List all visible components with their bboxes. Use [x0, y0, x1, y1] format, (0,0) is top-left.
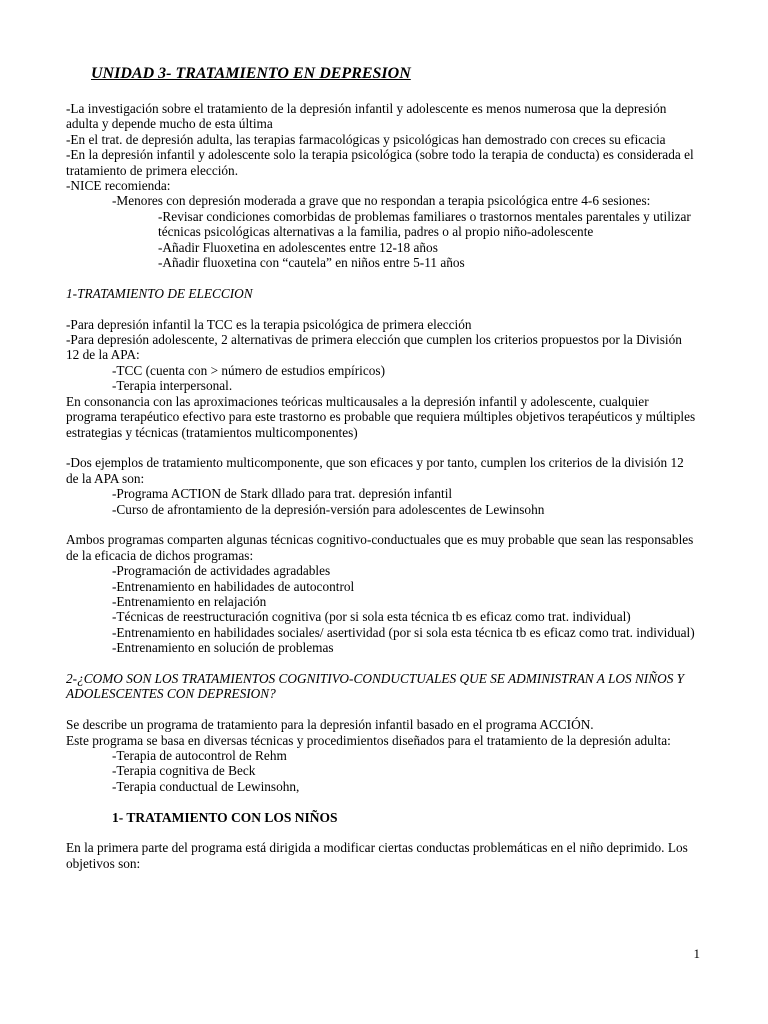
list-item: -Programa ACTION de Stark dllado para trat. depresión infantil: [112, 486, 453, 502]
paragraph: Se describe un programa de tratamiento para la depresión infantil basado en el programa ACCIÓN.: [66, 717, 594, 733]
nice-subitem: -Revisar condiciones comorbidas de problemas familiares o trastornos mentales parentales y utilizar técnicas psicológicas alternativas a la familia, padres o al propio niño-adolescente: [158, 208, 691, 240]
paragraph: Ambos programas comparten algunas técnicas cognitivo-conductuales que es muy probable que sean las responsables de la eficacia de dichos programas:: [66, 532, 694, 563]
subsection-heading: 1- TRATAMIENTO CON LOS NIÑOS: [112, 809, 338, 825]
paragraph: -Dos ejemplos de tratamiento multicomponente, que son eficaces y por tanto, cumplen los criterios de la división 12 de la APA son:: [66, 455, 684, 486]
paragraph: Este programa se basa en diversas técnicas y procedimientos diseñados para el tratamiento de la depresión adulta:: [66, 732, 671, 748]
list-item: -Programación de actividades agradables: [112, 563, 331, 579]
document-page: [66, 64, 696, 871]
list-item: -Terapia cognitiva de Beck: [112, 763, 256, 779]
paragraph: En la primera parte del programa está dirigida a modificar ciertas conductas problemáticas en el niño deprimido. Los objetivos son:: [66, 840, 688, 871]
list-item: -Terapia conductual de Lewinsohn,: [112, 778, 300, 794]
list-item: -Entrenamiento en habilidades sociales/ asertividad (por si sola esta técnica tb es eficaz como trat. individual): [112, 624, 695, 640]
nice-subitem: -Añadir fluoxetina con “cautela” en niños entre 5-11 años: [158, 255, 465, 271]
list-item: -Terapia de autocontrol de Rehm: [112, 747, 287, 763]
intro-paragraph: -En el trat. de depresión adulta, las terapias farmacológicas y psicológicas han demostrado con creces su eficacia: [66, 131, 666, 147]
paragraph: -Para depresión infantil la TCC es la terapia psicológica de primera elección: [66, 316, 472, 332]
intro-paragraph: -NICE recomienda:: [66, 178, 171, 194]
list-item: -Entrenamiento en relajación: [112, 593, 267, 609]
list-item: -Entrenamiento en solución de problemas: [112, 640, 334, 656]
paragraph: En consonancia con las aproximaciones teóricas multicausales a la depresión infantil y adolescente, cualquier programa terapéutico efectivo para este trastorno es probable que requiera múltiples objetivos terapéuticos y múltiples estrategias y técnicas (tratamientos multicomponentes): [66, 393, 696, 440]
list-item: -Curso de afrontamiento de la depresión-versión para adolescentes de Lewinsohn: [112, 501, 545, 517]
list-item: -Técnicas de reestructuración cognitiva (por si sola esta técnica tb es eficaz como trat. individual): [112, 609, 631, 625]
nice-item: -Menores con depresión moderada a grave que no respondan a terapia psicológica entre 4-6 sesiones:: [112, 193, 651, 209]
paragraph: -Para depresión adolescente, 2 alternativas de primera elección que cumplen los criterios propuestos por la División 12 de la APA:: [66, 332, 682, 363]
page-number: 1: [693, 946, 700, 961]
list-item: -TCC (cuenta con > número de estudios empíricos): [112, 362, 385, 378]
section-heading: 1-TRATAMIENTO DE ELECCION: [66, 285, 253, 301]
intro-paragraph: -La investigación sobre el tratamiento de la depresión infantil y adolescente es menos numerosa que la depresión adulta y depende mucho de esta última: [66, 101, 667, 132]
intro-paragraph: -En la depresión infantil y adolescente solo la terapia psicológica (sobre todo la terapia de conducta) es considerada el tratamiento de primera elección.: [66, 147, 694, 178]
list-item: -Entrenamiento en habilidades de autocontrol: [112, 578, 355, 594]
section-heading: 2-¿COMO SON LOS TRATAMIENTOS COGNITIVO-CONDUCTUALES QUE SE ADMINISTRAN A LOS NIÑOS Y ADOLESCENTES CON DEPRESION?: [66, 670, 685, 702]
list-item: -Terapia interpersonal.: [112, 378, 233, 394]
document-title: UNIDAD 3- TRATAMIENTO EN DEPRESION: [91, 65, 411, 82]
nice-subitem: -Añadir Fluoxetina en adolescentes entre 12-18 años: [158, 239, 438, 255]
